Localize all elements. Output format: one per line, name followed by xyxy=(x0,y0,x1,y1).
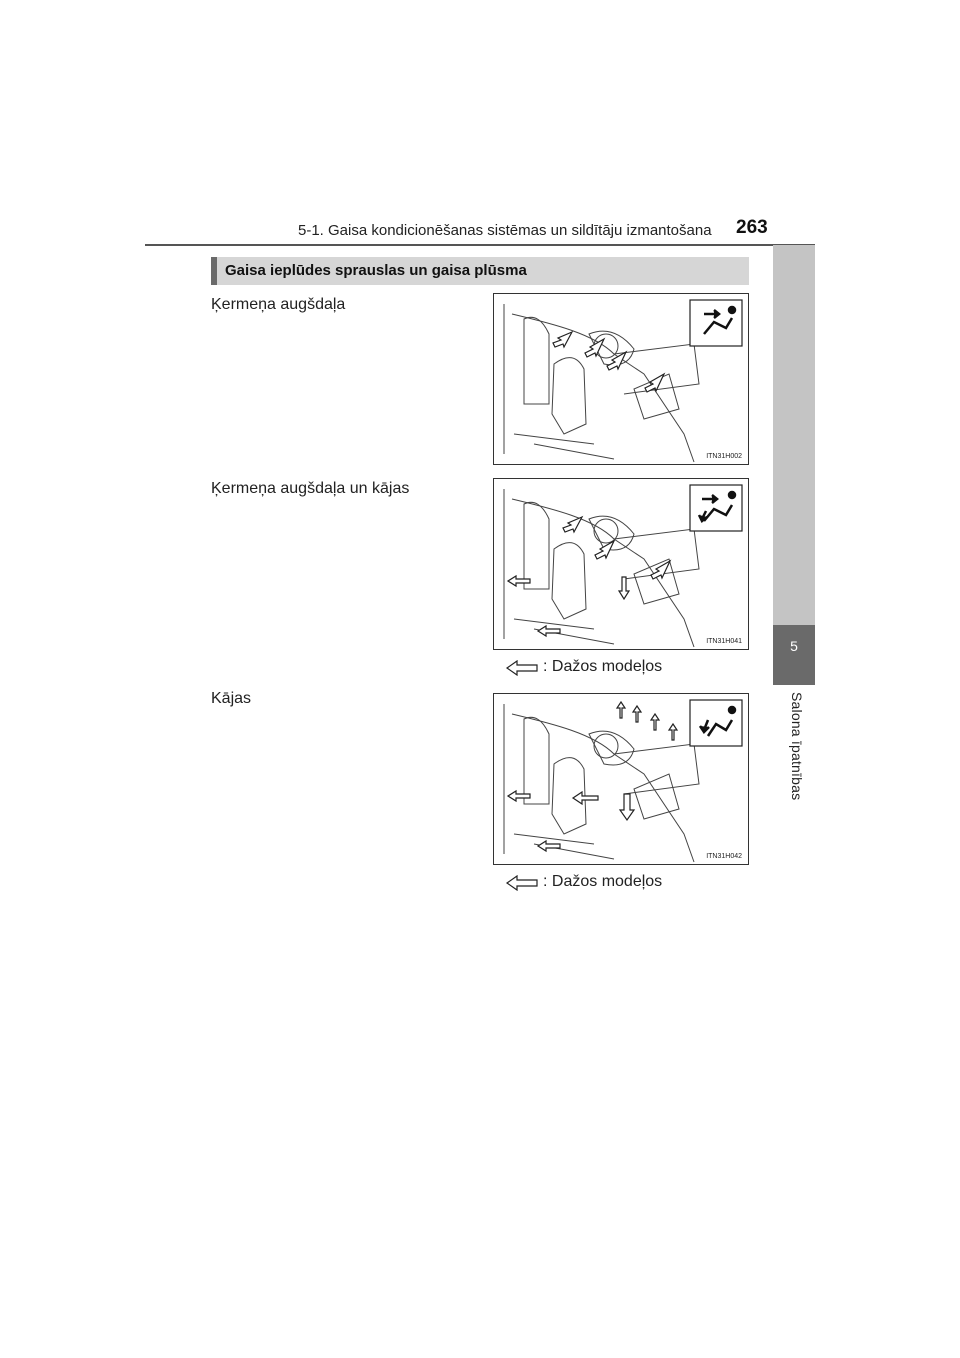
figure-code: ITN31H002 xyxy=(706,453,742,460)
figure-code: ITN31H041 xyxy=(706,638,742,645)
figure-upper-body-and-feet xyxy=(493,478,749,650)
mode-label-upper-body-and-feet: Ķermeņa augšdaļa un kājas xyxy=(211,480,410,497)
chapter-number: 5 xyxy=(790,638,798,654)
note-text: : Dažos modeļos xyxy=(543,873,663,890)
header-divider xyxy=(145,244,815,246)
cabin-illustration xyxy=(494,294,749,465)
note-text: : Dažos modeļos xyxy=(543,658,663,675)
outline-arrow-icon xyxy=(505,875,539,891)
cabin-illustration xyxy=(494,694,749,865)
chapter-label: Salona īpatnības xyxy=(789,692,805,801)
figure-code: ITN31H042 xyxy=(706,853,742,860)
running-header: 5-1. Gaisa kondicionēšanas sistēmas un sildītāju izmantošana xyxy=(298,222,712,239)
chapter-tab-strip xyxy=(773,245,815,625)
page-number: 263 xyxy=(736,217,768,238)
chapter-tab-marker xyxy=(773,625,815,685)
cabin-illustration xyxy=(494,479,749,650)
outline-arrow-icon xyxy=(505,660,539,676)
mode-label-upper-body: Ķermeņa augšdaļa xyxy=(211,296,346,313)
section-heading-accent xyxy=(211,257,217,285)
figure-feet xyxy=(493,693,749,865)
section-title: Gaisa ieplūdes sprauslas un gaisa plūsma xyxy=(225,262,527,279)
mode-label-feet: Kājas xyxy=(211,690,252,707)
figure-upper-body xyxy=(493,293,749,465)
